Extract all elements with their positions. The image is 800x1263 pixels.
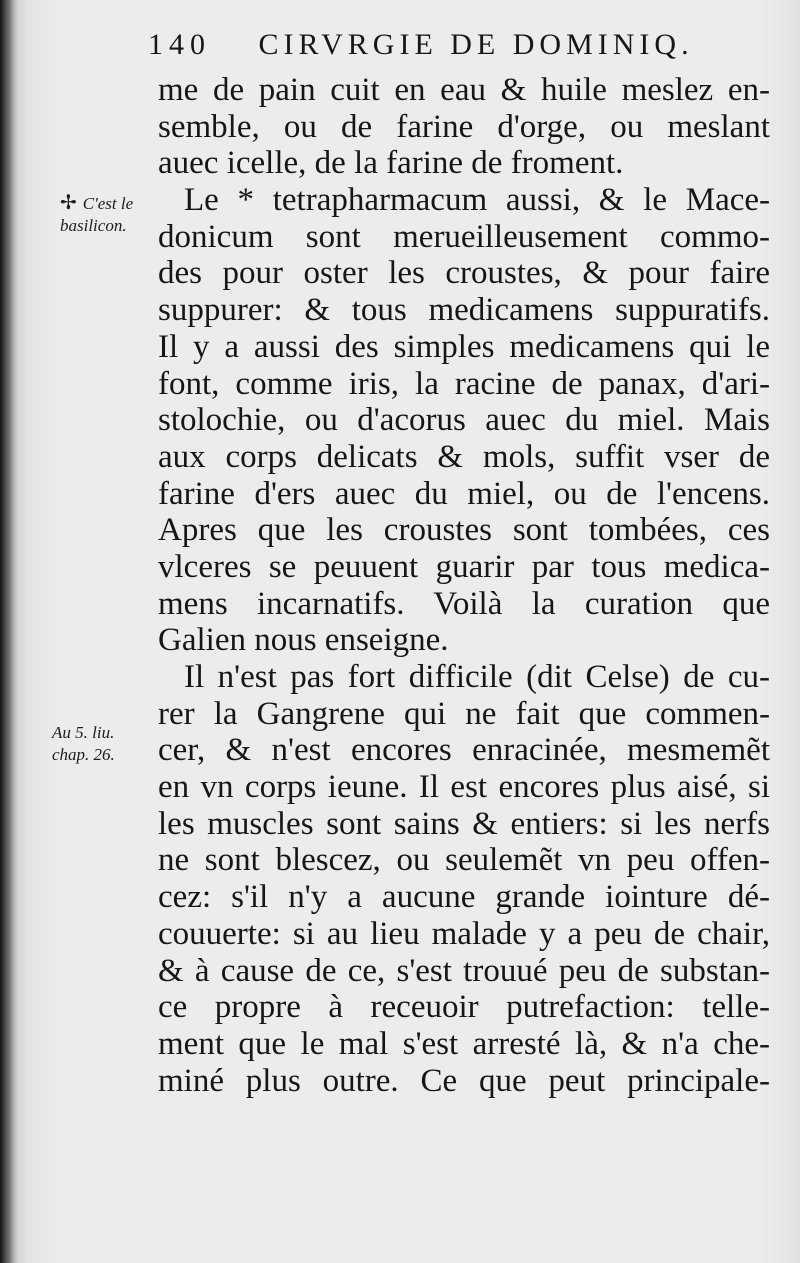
text-line: en vn corps ieune. Il est encores plus aisé, si [158, 769, 770, 806]
text-line: donicum sont merueilleusement commo- [158, 218, 770, 255]
text-line: ment que le mal s'est arresté là, & n'a che- [158, 1025, 770, 1062]
text-line: farine d'ers auec du miel, ou de l'encens. [158, 475, 770, 512]
running-title: CIRVRGIE DE DOMINIQ. [258, 28, 694, 61]
text-line: aux corps delicats & mols, suffit vser de [158, 438, 770, 475]
text-line: me de pain cuit en eau & huile meslez en- [158, 72, 770, 108]
text-line: font, comme iris, la racine de panax, d'ari- [158, 365, 770, 402]
text-line: Apres que les croustes sont tombées, ces [158, 512, 770, 549]
margin-note-line: C'est le [82, 194, 134, 213]
text-line: ne sont blescez, ou seulemẽt vn peu offen- [158, 842, 770, 879]
cross-marker-icon: ✢ [60, 192, 77, 214]
margin-note-line: Au 5. liu. [52, 723, 115, 742]
text-line: cer, & n'est encores enracinée, mesmemẽt [158, 732, 770, 769]
body-text [158, 72, 770, 1099]
margin-note-line: chap. 26. [52, 745, 115, 764]
gutter-shadow [0, 0, 18, 1263]
paragraph-start-line: Le * tetrapharmacum aussi, & le Mace- [184, 182, 770, 219]
page-number: 140 [148, 28, 211, 61]
text-line: couuerte: si au lieu malade y a peu de chair, [158, 915, 770, 952]
text-line: auec icelle, de la farine de froment. [158, 145, 624, 182]
margin-note-reference [52, 722, 115, 766]
text-line: Galien nous enseigne. [158, 622, 449, 659]
text-line: rer la Gangrene qui ne fait que commen- [158, 695, 770, 732]
text-line: suppurer: & tous medicamens suppuratifs. [158, 292, 770, 329]
text-line: Il y a aussi des simples medicamens qui le [158, 328, 770, 365]
margin-note-basilicon [60, 192, 133, 237]
paragraph-start-line: Il n'est pas fort difficile (dit Celse) de cu- [184, 659, 770, 695]
text-line: vlceres se peuuent guarir par tous medica- [158, 548, 770, 585]
text-line: semble, ou de farine d'orge, ou meslant [158, 108, 770, 145]
text-line: les muscles sont sains & entiers: si les nerfs [158, 805, 770, 842]
text-line: mens incarnatifs. Voilà la curation que [158, 585, 770, 622]
margin-note-line: basilicon. [60, 216, 127, 235]
text-line: ce propre à receuoir putrefaction: telle- [158, 989, 770, 1026]
text-line: des pour oster les croustes, & pour faire [158, 255, 770, 292]
text-line: & à cause de ce, s'est trouué peu de substan- [158, 952, 770, 989]
text-line: miné plus outre. Ce que peut principale- [158, 1062, 770, 1099]
text-line: cez: s'il n'y a aucune grande iointure dé- [158, 879, 770, 916]
running-head [148, 28, 768, 72]
text-line: stolochie, ou d'acorus auec du miel. Mais [158, 402, 770, 439]
